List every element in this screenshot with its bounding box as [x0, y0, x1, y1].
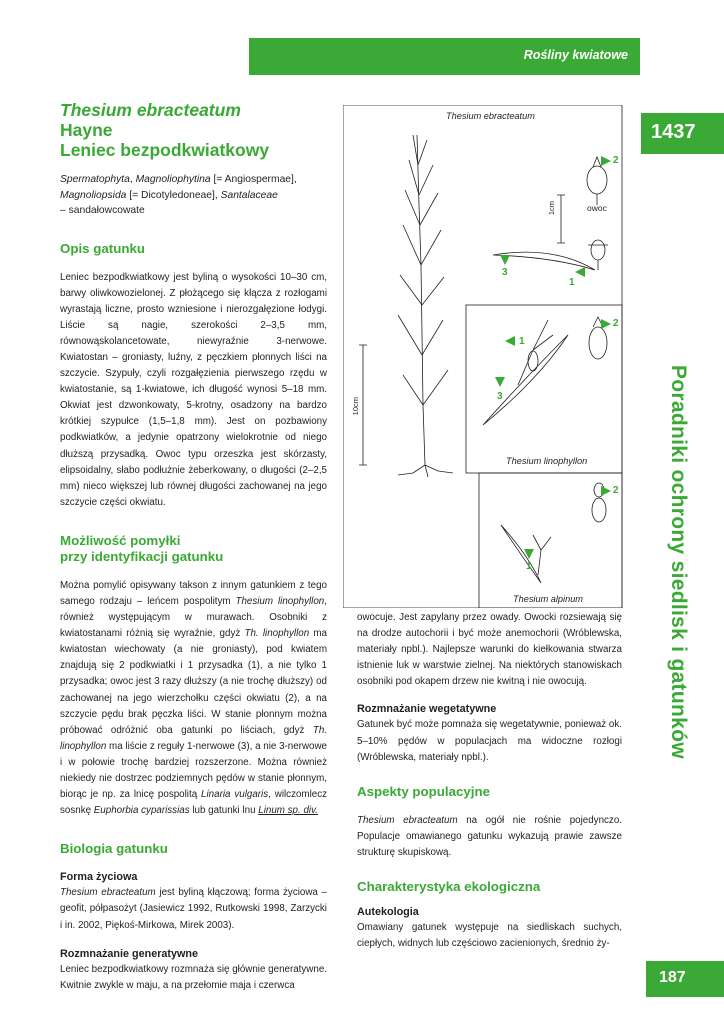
- heading-gen: Rozmnażanie generatywne: [60, 947, 198, 960]
- right-column: [357, 610, 622, 952]
- pomylka-text: Można pomylić opisywany takson z innym gatunkiem z tego samego rodzaju – leńcem pospolitym Thesium linophyllon, również występującym w murawach. Osobniki z kwiatostanami różnią się wyraźnie, gdyż Th. linophyllon ma kwiatostan wiechowaty (a nie groniasty), pod kwiatem znajdują się 2 podkwiatki i 1 przysadka (1), a nie tylko 1 przysadka; owoc jest 3 razy dłuższy (a nie trochę dłuższy) od zachowanej na jego wierzchołku części okwiatu (2), a na szczycie pędu brak pęczka liści. W stanie płonnym można próbować odróżnić oba gatunki po liściach, gdyż Th. linophyllon ma liście z reguły 1-nerwowe (3), a nie 3-nerwowe i w połowie trochę bardziej rozszerzone. Można również niekiedy nie dostrzec podziemnych pędów w stanie płonnym, biorąc je np. za lnicę pospolitą Linaria vulgaris, wilczomlecz sosnkę Euphorbia cyparissias lub gatunki lnu Linum sp. div.: [60, 579, 328, 817]
- marker-3-arrow: [500, 255, 510, 265]
- lino-marker-3: 3: [497, 391, 503, 402]
- taxon-family-pl: – sandałowcowate: [60, 205, 145, 216]
- figure-drawings: [343, 105, 623, 608]
- taxon-subdivision-syn: [= Angiospermae],: [213, 174, 297, 185]
- botanical-figure: [343, 105, 623, 608]
- veg-text: Gatunek być może pomnaża się wegetatywnie, ponieważ ok. 5–10% pędów w populacjach ma widoczne rozłogi (Wróblewska, materiały npbl.).: [357, 719, 622, 763]
- scale-10cm: 10cm: [351, 397, 360, 416]
- caption-linophyllon: Thesium linophyllon: [506, 456, 588, 466]
- gen-text: Leniec bezpodkwiatkowy rozmnaża się głównie generatywne. Kwitnie zwykle w maju, a na przełomie maja i czerwca: [60, 963, 327, 991]
- alp-marker-2-arrow: [601, 486, 611, 496]
- marker-1: 1: [569, 277, 575, 288]
- label-fruit: owoc: [587, 203, 607, 213]
- alp-marker-2: 2: [613, 485, 619, 496]
- forma-text: Thesium ebracteatum jest byliną kłączową; forma życiowa – geofit, półpasożyt (Jasiewicz 1992, Rutkowski 1998, Zarzycki i in. 2002, Piękoś-Mirkowa, Mirek 2003).: [60, 887, 328, 931]
- heading-opis: Opis gatunku: [60, 240, 145, 256]
- lino-marker-1: 1: [519, 336, 525, 347]
- marker-1-arrow: [575, 267, 585, 277]
- author-name: Hayne: [60, 120, 113, 140]
- heading-pomylka: [60, 533, 327, 565]
- taxonomy: Spermatophyta, Magnoliophytina [= Angiospermae], Magnoliopsida [= Dicotyledoneae], Santalaceae – sandałowcowate: [60, 174, 297, 216]
- taxon-subdivision: Magnoliophytina: [135, 174, 211, 185]
- alp-marker-1-arrow: [524, 549, 534, 559]
- lino-marker-1-arrow: [505, 336, 515, 346]
- marker-2-arrow: [601, 156, 611, 166]
- heading-ekologia: Charakterystyka ekologiczna: [357, 879, 541, 895]
- lino-marker-2: 2: [613, 318, 619, 329]
- taxon-division: Spermatophyta: [60, 174, 130, 185]
- heading-autekologia: Autekologia: [357, 906, 419, 919]
- ekologia-text: Omawiany gatunek występuje na siedliskach suchych, ciepłych, widnych lub częściowo zacienionych, średnio ży-: [357, 922, 622, 950]
- species-number-tab: [641, 113, 724, 154]
- heading-populacja: Aspekty populacyjne: [357, 783, 491, 799]
- gen-text-continued: owocuje. Jest zapylany przez owady. Owocki rozsiewają się na drodze autochorii i być może anemochorii (Wróblewska, materiały npbl.). Najlepsze warunki do kiełkowania stwarza istnienie luk w warstwie zielnej. Na niektórych stanowiskach osobniki pod okapem drzew nie kwitną i nie owocują.: [357, 612, 622, 688]
- left-column: [60, 100, 327, 994]
- populacja-text: Thesium ebracteatum na ogół nie rośnie pojedynczo. Populacje omawianego gatunku wykazują prawie zawsze strukturę skupiskową.: [357, 814, 622, 858]
- section-title: Rośliny kwiatowe: [523, 48, 628, 62]
- polish-name: Leniec bezpodkwiatkowy: [60, 140, 270, 160]
- heading-forma: Forma życiowa: [60, 871, 138, 884]
- marker-2: 2: [613, 155, 619, 166]
- side-series-title: Poradniki ochrony siedlisk i gatunków: [667, 365, 690, 759]
- species-number: 1437: [651, 121, 696, 143]
- heading-pomylka-1: Możliwość pomyłki: [60, 532, 181, 548]
- alp-marker-1: 1: [526, 561, 532, 572]
- lino-marker-3-arrow: [495, 377, 505, 387]
- page-number: 187: [659, 969, 686, 986]
- heading-biologia: Biologia gatunku: [60, 841, 168, 857]
- species-title: [60, 100, 327, 160]
- section-header-bar: [249, 38, 640, 75]
- opis-text: Leniec bezpodkwiatkowy jest byliną o wysokości 10–30 cm, barwy oliwkowozielonej. Z płożącego się kłącza z rozłogami wyrastają liczne, prosto wzniesione i nierozgałęzione łodygi. Liście są nagie, szerokości 2–3,5 mm, równowąskolancetowate, niewyraźnie 3-nerwowe. Kwiatostan – groniasty, luźny, z pęczkiem płonnych liści na szczycie. Szypuły, czyli rozgałęzienia pierwszego rzędu w kwiatostanie, są 1-kwiatowe, ich długość wynosi 5–18 mm. Okwiat jest dzwonkowaty, 5-krotny, osadzony na bardzo krótkiej szypułce (1,5–1,8 mm). Jest on pozbawiony podkwiatków, a jedynie opatrzony wielokrotnie od niego dłuższą przysadką. Owoc typu orzeszka jest skórzasty, elipsoidalny, słabo podłużnie żeberkowany, o długości (2–2,5 mm) nieco większej lub równej długości zachowanej na jego szczycie części okwiatu.: [60, 271, 327, 508]
- caption-alpinum: Thesium alpinum: [513, 594, 583, 604]
- page-number-tab: [646, 961, 724, 997]
- taxon-family: Santalaceae: [220, 189, 278, 201]
- latin-name: Thesium ebracteatum: [60, 100, 241, 120]
- taxon-class: Magnoliopsida: [60, 189, 127, 201]
- taxon-class-syn: [= Dicotyledoneae],: [129, 189, 218, 201]
- heading-veg: Rozmnażanie wegetatywne: [357, 703, 497, 716]
- lino-marker-2-arrow: [601, 319, 611, 329]
- marker-3: 3: [502, 267, 508, 278]
- caption-main: Thesium ebracteatum: [446, 111, 535, 121]
- heading-pomylka-2: przy identyfikacji gatunku: [60, 548, 224, 564]
- scale-1cm: 1cm: [547, 201, 556, 216]
